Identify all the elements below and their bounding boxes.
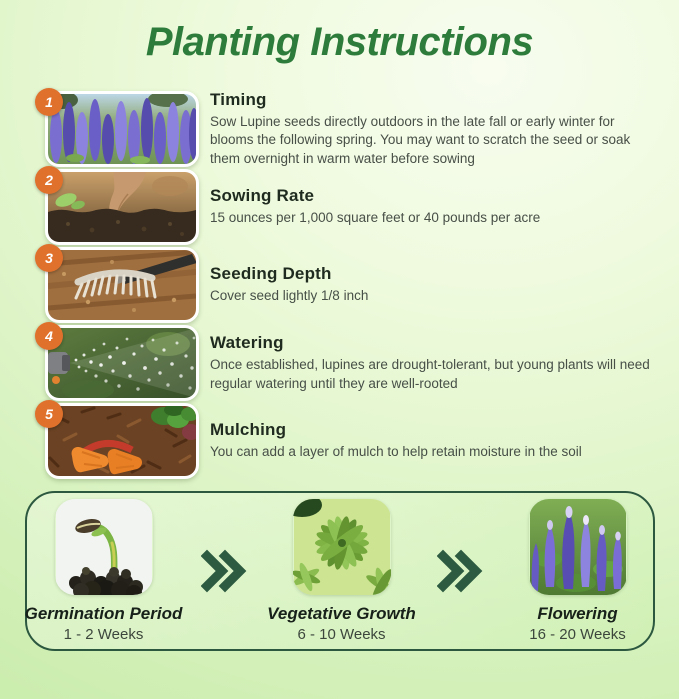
water-spray-photo: [48, 328, 196, 398]
step1-thumbnail: [45, 91, 199, 167]
step3-thumbnail: [45, 247, 199, 323]
double-chevron-right-icon: [437, 549, 483, 593]
step-description: Cover seed lightly 1/8 inch: [210, 288, 369, 304]
step-description: You can add a layer of mulch to help retain moisture in the soil: [210, 444, 582, 460]
step-title: Mulching: [210, 420, 287, 440]
stage-label: Flowering: [537, 604, 618, 623]
step-number-badge: 3: [35, 244, 63, 272]
double-chevron-right-icon: [201, 549, 247, 593]
stage-label: Vegetative Growth: [267, 604, 416, 623]
step-number-badge: 5: [35, 400, 63, 428]
step5-thumbnail: [45, 403, 199, 479]
page-title: Planting Instructions: [145, 20, 534, 64]
planting-steps-list: [45, 91, 679, 479]
step-number-badge: 4: [35, 322, 63, 350]
stage-germination: [24, 499, 183, 643]
step2-thumbnail: [45, 169, 199, 245]
growth-timeline-panel: [25, 491, 655, 651]
step-description: Once established, lupines are drought-tolerant, but young plants will need regular watering until they are well-rooted: [210, 356, 650, 391]
stage-duration: 16 - 20 Weeks: [529, 626, 626, 643]
step4-thumbnail: [45, 325, 199, 401]
step-row-sowing-rate: [45, 169, 679, 245]
step-number-badge: 2: [35, 166, 63, 194]
step-title: Seeding Depth: [210, 264, 332, 284]
stage-duration: 6 - 10 Weeks: [297, 626, 386, 643]
step-description: Sow Lupine seeds directly outdoors in the late fall or early winter for blooms the following spring. You may want to scratch the seed or soak them overnight in warm water before sowing: [210, 113, 631, 166]
stage-vegetative-growth: [267, 499, 417, 643]
step-title: Timing: [210, 89, 267, 109]
step-title: Sowing Rate: [210, 186, 315, 206]
step-description: 15 ounces per 1,000 square feet or 40 pounds per acre: [210, 210, 541, 226]
seedling-sprout-photo: [55, 499, 153, 595]
stage-label: Germination Period: [24, 604, 183, 623]
step-number-badge: 1: [35, 88, 63, 116]
mulch-gloves-photo: [48, 406, 196, 476]
step-row-mulching: [45, 403, 679, 479]
step-row-seeding-depth: [45, 247, 679, 323]
stage-duration: 1 - 2 Weeks: [63, 626, 144, 643]
rake-on-soil-photo: [48, 250, 196, 320]
step-row-watering: [45, 325, 679, 401]
lupine-blooms-photo: [529, 499, 627, 595]
lupine-leaves-photo: [293, 499, 391, 595]
step-title: Watering: [210, 332, 284, 352]
step-row-timing: [45, 91, 679, 167]
hand-sowing-seed-photo: [48, 172, 196, 242]
lupine-flower-field-photo: [48, 94, 196, 164]
stage-flowering: [503, 499, 653, 643]
